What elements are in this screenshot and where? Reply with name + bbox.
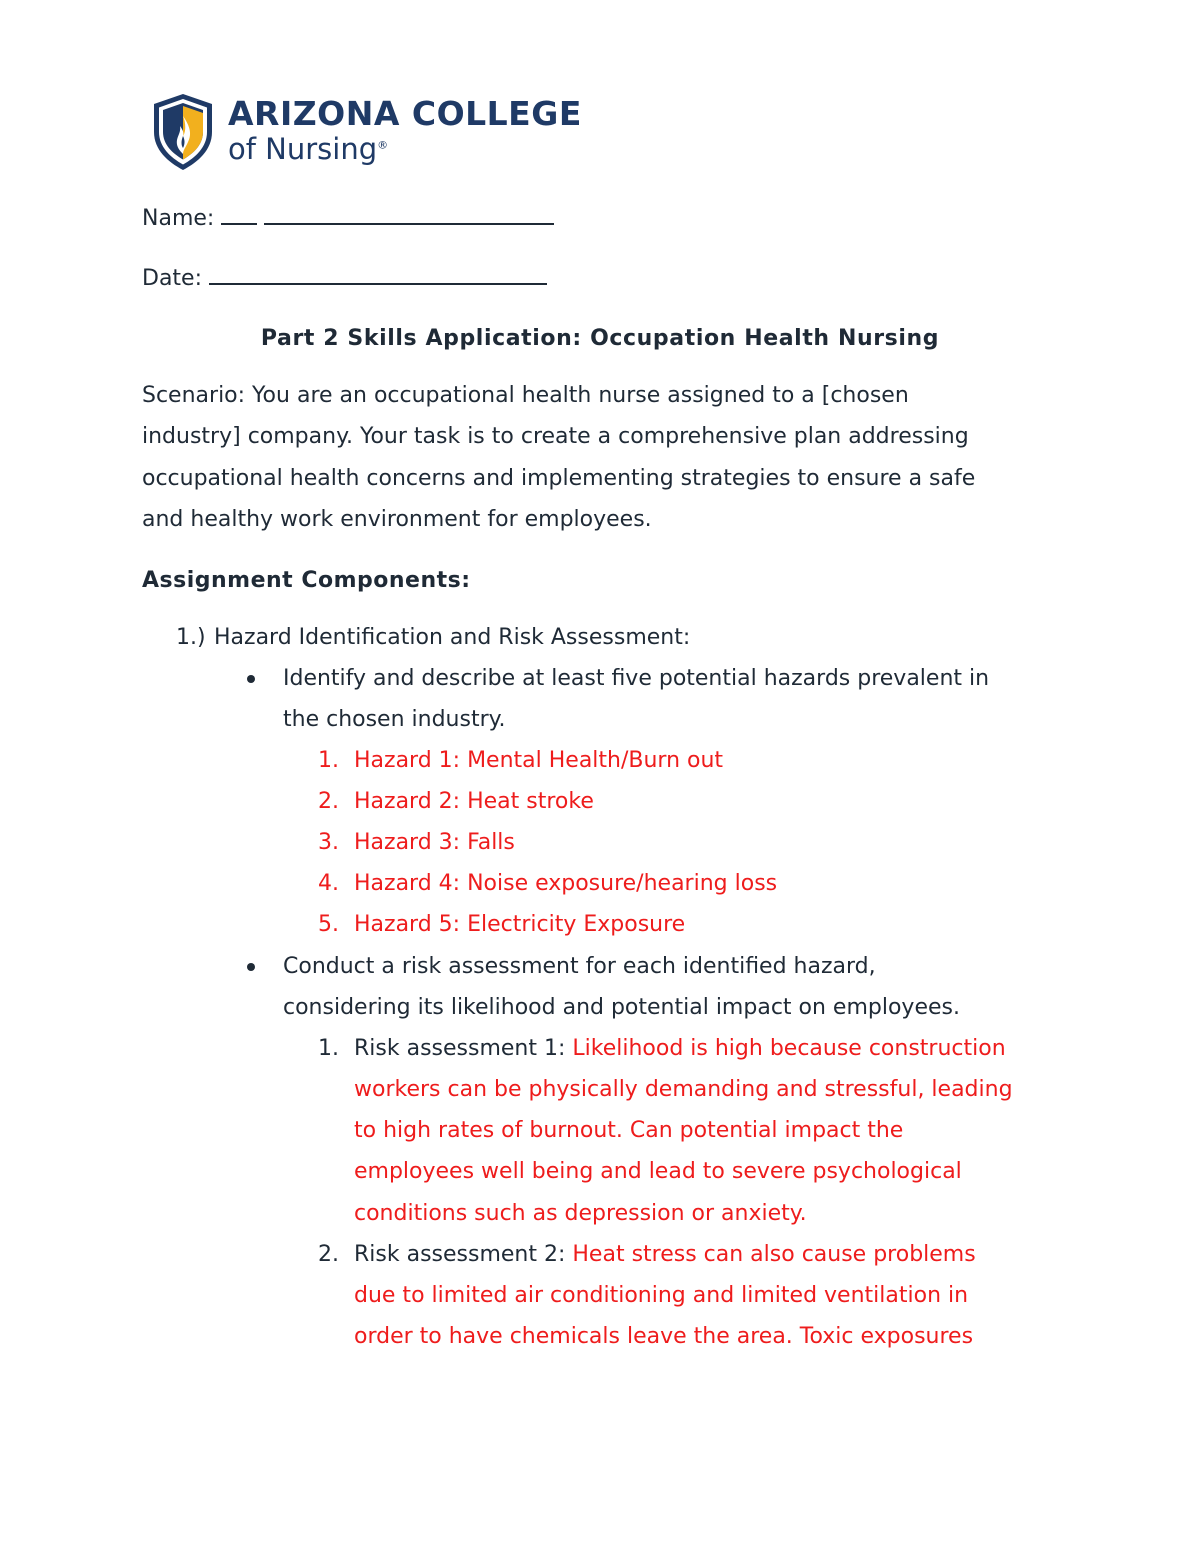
component-label: Hazard Identification and Risk Assessment: — [214, 625, 691, 650]
hazard-number: 1. — [318, 748, 339, 773]
risk-answer-line: conditions such as depression or anxiety. — [354, 1201, 807, 1226]
risk-answer: Likelihood is high because construction — [572, 1036, 1006, 1061]
date-field-row — [142, 258, 547, 299]
risk-answer-line: workers can be physically demanding and stressful, leading — [354, 1077, 1013, 1102]
risk-number: 2. — [318, 1242, 339, 1267]
hazard-number: 4. — [318, 871, 339, 896]
logo-text-line2-label: of Nursing — [228, 132, 378, 166]
bullet-text-line: the chosen industry. — [283, 707, 506, 732]
scenario-line: and healthy work environment for employees. — [142, 506, 652, 532]
hazard-number: 2. — [318, 789, 339, 814]
risk-number: 1. — [318, 1036, 339, 1061]
risk-answer-line: order to have chemicals leave the area. Toxic exposures — [354, 1324, 974, 1349]
bullet-text-line: Identify and describe at least five potential hazards prevalent in — [283, 666, 990, 691]
bullet-text-line: Conduct a risk assessment for each identified hazard, — [283, 954, 876, 979]
shield-flame-icon — [150, 92, 216, 172]
logo-text-line1: ARIZONA COLLEGE — [228, 94, 582, 133]
date-blank[interactable] — [209, 261, 547, 285]
risk-answer: Heat stress can also cause problems — [572, 1242, 976, 1267]
hazard-item: Hazard 5: Electricity Exposure — [354, 912, 686, 937]
risk-label: Risk assessment 1: — [354, 1036, 573, 1061]
hazard-number: 3. — [318, 830, 339, 855]
scenario-line: industry] company. Your task is to create a comprehensive plan addressing — [142, 424, 969, 450]
logo-text-line2 — [228, 132, 388, 166]
name-blank-long[interactable] — [264, 201, 554, 225]
hazard-item: Hazard 1: Mental Health/Burn out — [354, 748, 724, 773]
scenario-paragraph — [142, 375, 1072, 540]
bullet-icon — [247, 675, 255, 683]
page-title: Part 2 Skills Application: Occupation Health Nursing — [260, 326, 940, 351]
hazard-item: Hazard 4: Noise exposure/hearing loss — [354, 871, 778, 896]
hazard-number: 5. — [318, 912, 339, 937]
bullet-text-line: considering its likelihood and potential impact on employees. — [283, 995, 960, 1020]
risk-answer-line: due to limited air conditioning and limited ventilation in — [354, 1283, 969, 1308]
name-label: Name: — [142, 206, 215, 231]
hazard-item: Hazard 3: Falls — [354, 830, 515, 855]
college-logo — [150, 92, 582, 174]
risk-answer-line: employees well being and lead to severe psychological — [354, 1159, 962, 1184]
registered-mark: ® — [377, 138, 389, 152]
date-label: Date: — [142, 266, 202, 291]
bullet-icon — [247, 963, 255, 971]
risk-label: Risk assessment 2: — [354, 1242, 573, 1267]
component-number: 1.) — [176, 625, 206, 650]
hazard-item: Hazard 2: Heat stroke — [354, 789, 594, 814]
scenario-line: Scenario: You are an occupational health nurse assigned to a [chosen — [142, 383, 909, 408]
risk-first-line — [354, 1234, 976, 1275]
risk-answer-line: to high rates of burnout. Can potential impact the — [354, 1118, 904, 1143]
name-field-row — [142, 198, 554, 239]
assignment-heading: Assignment Components: — [142, 568, 471, 593]
risk-first-line — [354, 1028, 1006, 1069]
name-blank-short[interactable] — [221, 201, 257, 225]
scenario-line: occupational health concerns and implementing strategies to ensure a safe — [142, 465, 976, 491]
